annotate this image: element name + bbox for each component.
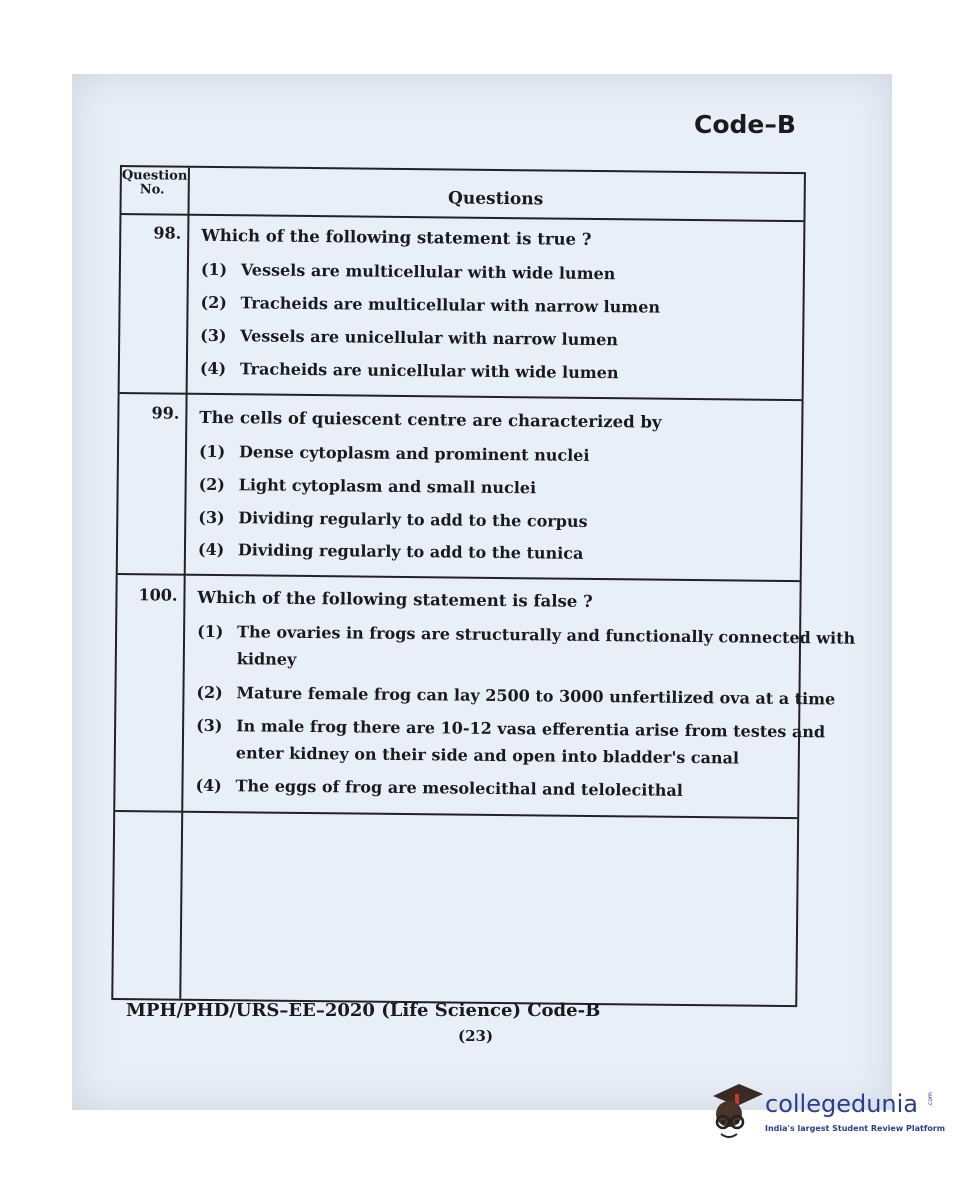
question-number: 99. xyxy=(151,403,180,423)
question-number: 98. xyxy=(153,223,182,243)
option-item: (3) Dividing regularly to add to the corpus xyxy=(198,507,588,531)
question-number: 100. xyxy=(138,585,178,605)
paper-code: Code–B xyxy=(694,110,796,139)
row-divider xyxy=(115,810,797,819)
option-item: (1) Dense cytoplasm and prominent nuclei xyxy=(198,441,590,465)
row-divider xyxy=(118,573,800,582)
option-item: (4) The eggs of frog are mesolecithal and telolecithal xyxy=(195,775,683,800)
question-text: Which of the following statement is true ? xyxy=(201,225,592,249)
collegedunia-watermark xyxy=(707,1076,946,1146)
option-item: (4) Tracheids are unicellular with wide lumen xyxy=(199,358,619,383)
header-divider xyxy=(121,213,803,222)
option-continuation: kidney xyxy=(236,649,297,669)
column-divider xyxy=(179,168,190,999)
option-item: (3) In male frog there are 10-12 vasa efferentia arise from testes and xyxy=(196,715,826,742)
option-item: (2) Tracheids are multicellular with narrow lumen xyxy=(200,292,661,317)
option-item: (3) Vessels are unicellular with narrow lumen xyxy=(200,325,619,350)
row-divider xyxy=(120,392,802,401)
footer-code: MPH/PHD/URS–EE–2020 (Life Science) Code-B xyxy=(126,1000,601,1021)
option-continuation: enter kidney on their side and open into bladder's canal xyxy=(235,743,740,768)
option-item: (1) The ovaries in frogs are structurally and functionally connected with xyxy=(197,621,856,648)
graduate-mascot-icon xyxy=(707,1076,763,1146)
brand-tagline: India's largest Student Review Platform xyxy=(765,1124,946,1133)
question-table xyxy=(111,165,856,1007)
brand-name: collegedunia xyxy=(765,1090,919,1118)
question-no-header: Question No. xyxy=(121,168,188,198)
option-item: (1) Vessels are multicellular with wide lumen xyxy=(200,259,616,284)
questions-header: Questions xyxy=(447,188,544,210)
option-item: (2) Mature female frog can lay 2500 to 3000 unfertilized ova at a time xyxy=(196,682,836,709)
question-text: The cells of quiescent centre are characterized by xyxy=(199,407,662,432)
option-item: (4) Dividing regularly to add to the tunica xyxy=(197,539,584,563)
question-text: Which of the following statement is false ? xyxy=(197,587,593,611)
page-number: (23) xyxy=(458,1027,494,1045)
option-item: (2) Light cytoplasm and small nuclei xyxy=(198,474,537,498)
brand-domain: .com xyxy=(926,1092,934,1107)
